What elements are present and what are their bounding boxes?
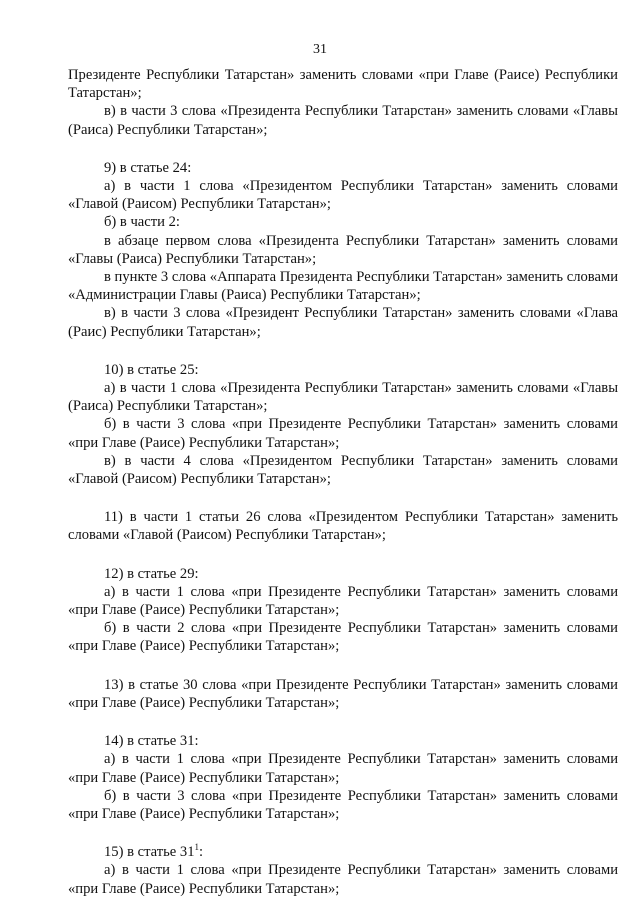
paragraph: а) в части 1 слова «Президентом Республики Татарстан» заменить словами «Главой (Раисом) Республики Татарстан»; — [68, 178, 618, 213]
paragraph-article-31-1 — [68, 843, 618, 861]
page-number: 31 — [313, 42, 327, 57]
paragraph: 12) в статье 29: — [104, 565, 199, 582]
spacer — [68, 341, 618, 361]
document-body — [68, 66, 618, 898]
paragraph: а) в части 1 слова «Президента Республики Татарстан» заменить словами «Главы (Раиса) Республики Татарстан»; — [68, 380, 618, 415]
paragraph: а) в части 1 слова «при Президенте Республики Татарстан» заменить словами «при Главе (Раисе) Республики Татарстан»; — [68, 583, 618, 619]
superscript: 1 — [194, 842, 200, 853]
paragraph: 13) в статье 30 слова «при Президенте Республики Татарстан» заменить словами «при Главе (Раисе) Республики Татарстан»; — [68, 676, 618, 711]
paragraph: в) в части 4 слова «Президентом Республики Татарстан» заменить словами «Главой (Раисом) Республики Татарстан»; — [68, 452, 618, 488]
paragraph-text: 15) в статье 31 — [104, 844, 195, 861]
spacer — [68, 139, 618, 159]
paragraph: а) в части 1 слова «при Президенте Республики Татарстан» заменить словами «при Главе (Раисе) Республики Татарстан»; — [68, 751, 618, 786]
spacer — [68, 656, 618, 676]
spacer — [68, 545, 618, 565]
paragraph: 14) в статье 31: — [104, 733, 199, 750]
spacer — [68, 488, 618, 508]
paragraph: в абзаце первом слова «Президента Республики Татарстан» заменить словами «Главы (Раиса) Республики Татарстан»; — [68, 232, 618, 267]
paragraph: в пункте 3 слова «Аппарата Президента Республики Татарстан» заменить словами «Администрации Главы (Раиса) Республики Татарстан»; — [68, 269, 618, 304]
paragraph: в) в части 3 слова «Президент Республики Татарстан» заменить словами «Глава (Раис) Республики Татарстан»; — [68, 305, 618, 340]
paragraph: б) в части 2: — [104, 214, 180, 231]
paragraph: а) в части 1 слова «при Президенте Республики Татарстан» заменить словами «при Главе (Раисе) Республики Татарстан»; — [68, 862, 618, 897]
paragraph: в) в части 3 слова «Президента Республики Татарстан» заменить словами «Главы (Раиса) Республики Татарстан»; — [68, 103, 618, 138]
paragraph: Президенте Республики Татарстан» заменить словами «при Главе (Раисе) Республики Татарстан»; — [68, 67, 618, 102]
paragraph: б) в части 3 слова «при Президенте Республики Татарстан» заменить словами «при Главе (Раисе) Республики Татарстан»; — [68, 416, 618, 451]
spacer — [68, 712, 618, 732]
paragraph: 10) в статье 25: — [104, 361, 199, 378]
paragraph-punctuation: : — [199, 844, 204, 861]
paragraph: 9) в статье 24: — [104, 159, 192, 176]
paragraph: 11) в части 1 статьи 26 слова «Президентом Республики Татарстан» заменить словами «Главой (Раисом) Республики Татарстан»; — [68, 509, 618, 544]
spacer — [68, 823, 618, 843]
paragraph: б) в части 2 слова «при Президенте Республики Татарстан» заменить словами «при Главе (Раисе) Республики Татарстан»; — [68, 620, 618, 655]
paragraph: б) в части 3 слова «при Президенте Республики Татарстан» заменить словами «при Главе (Раисе) Республики Татарстан»; — [68, 787, 618, 822]
